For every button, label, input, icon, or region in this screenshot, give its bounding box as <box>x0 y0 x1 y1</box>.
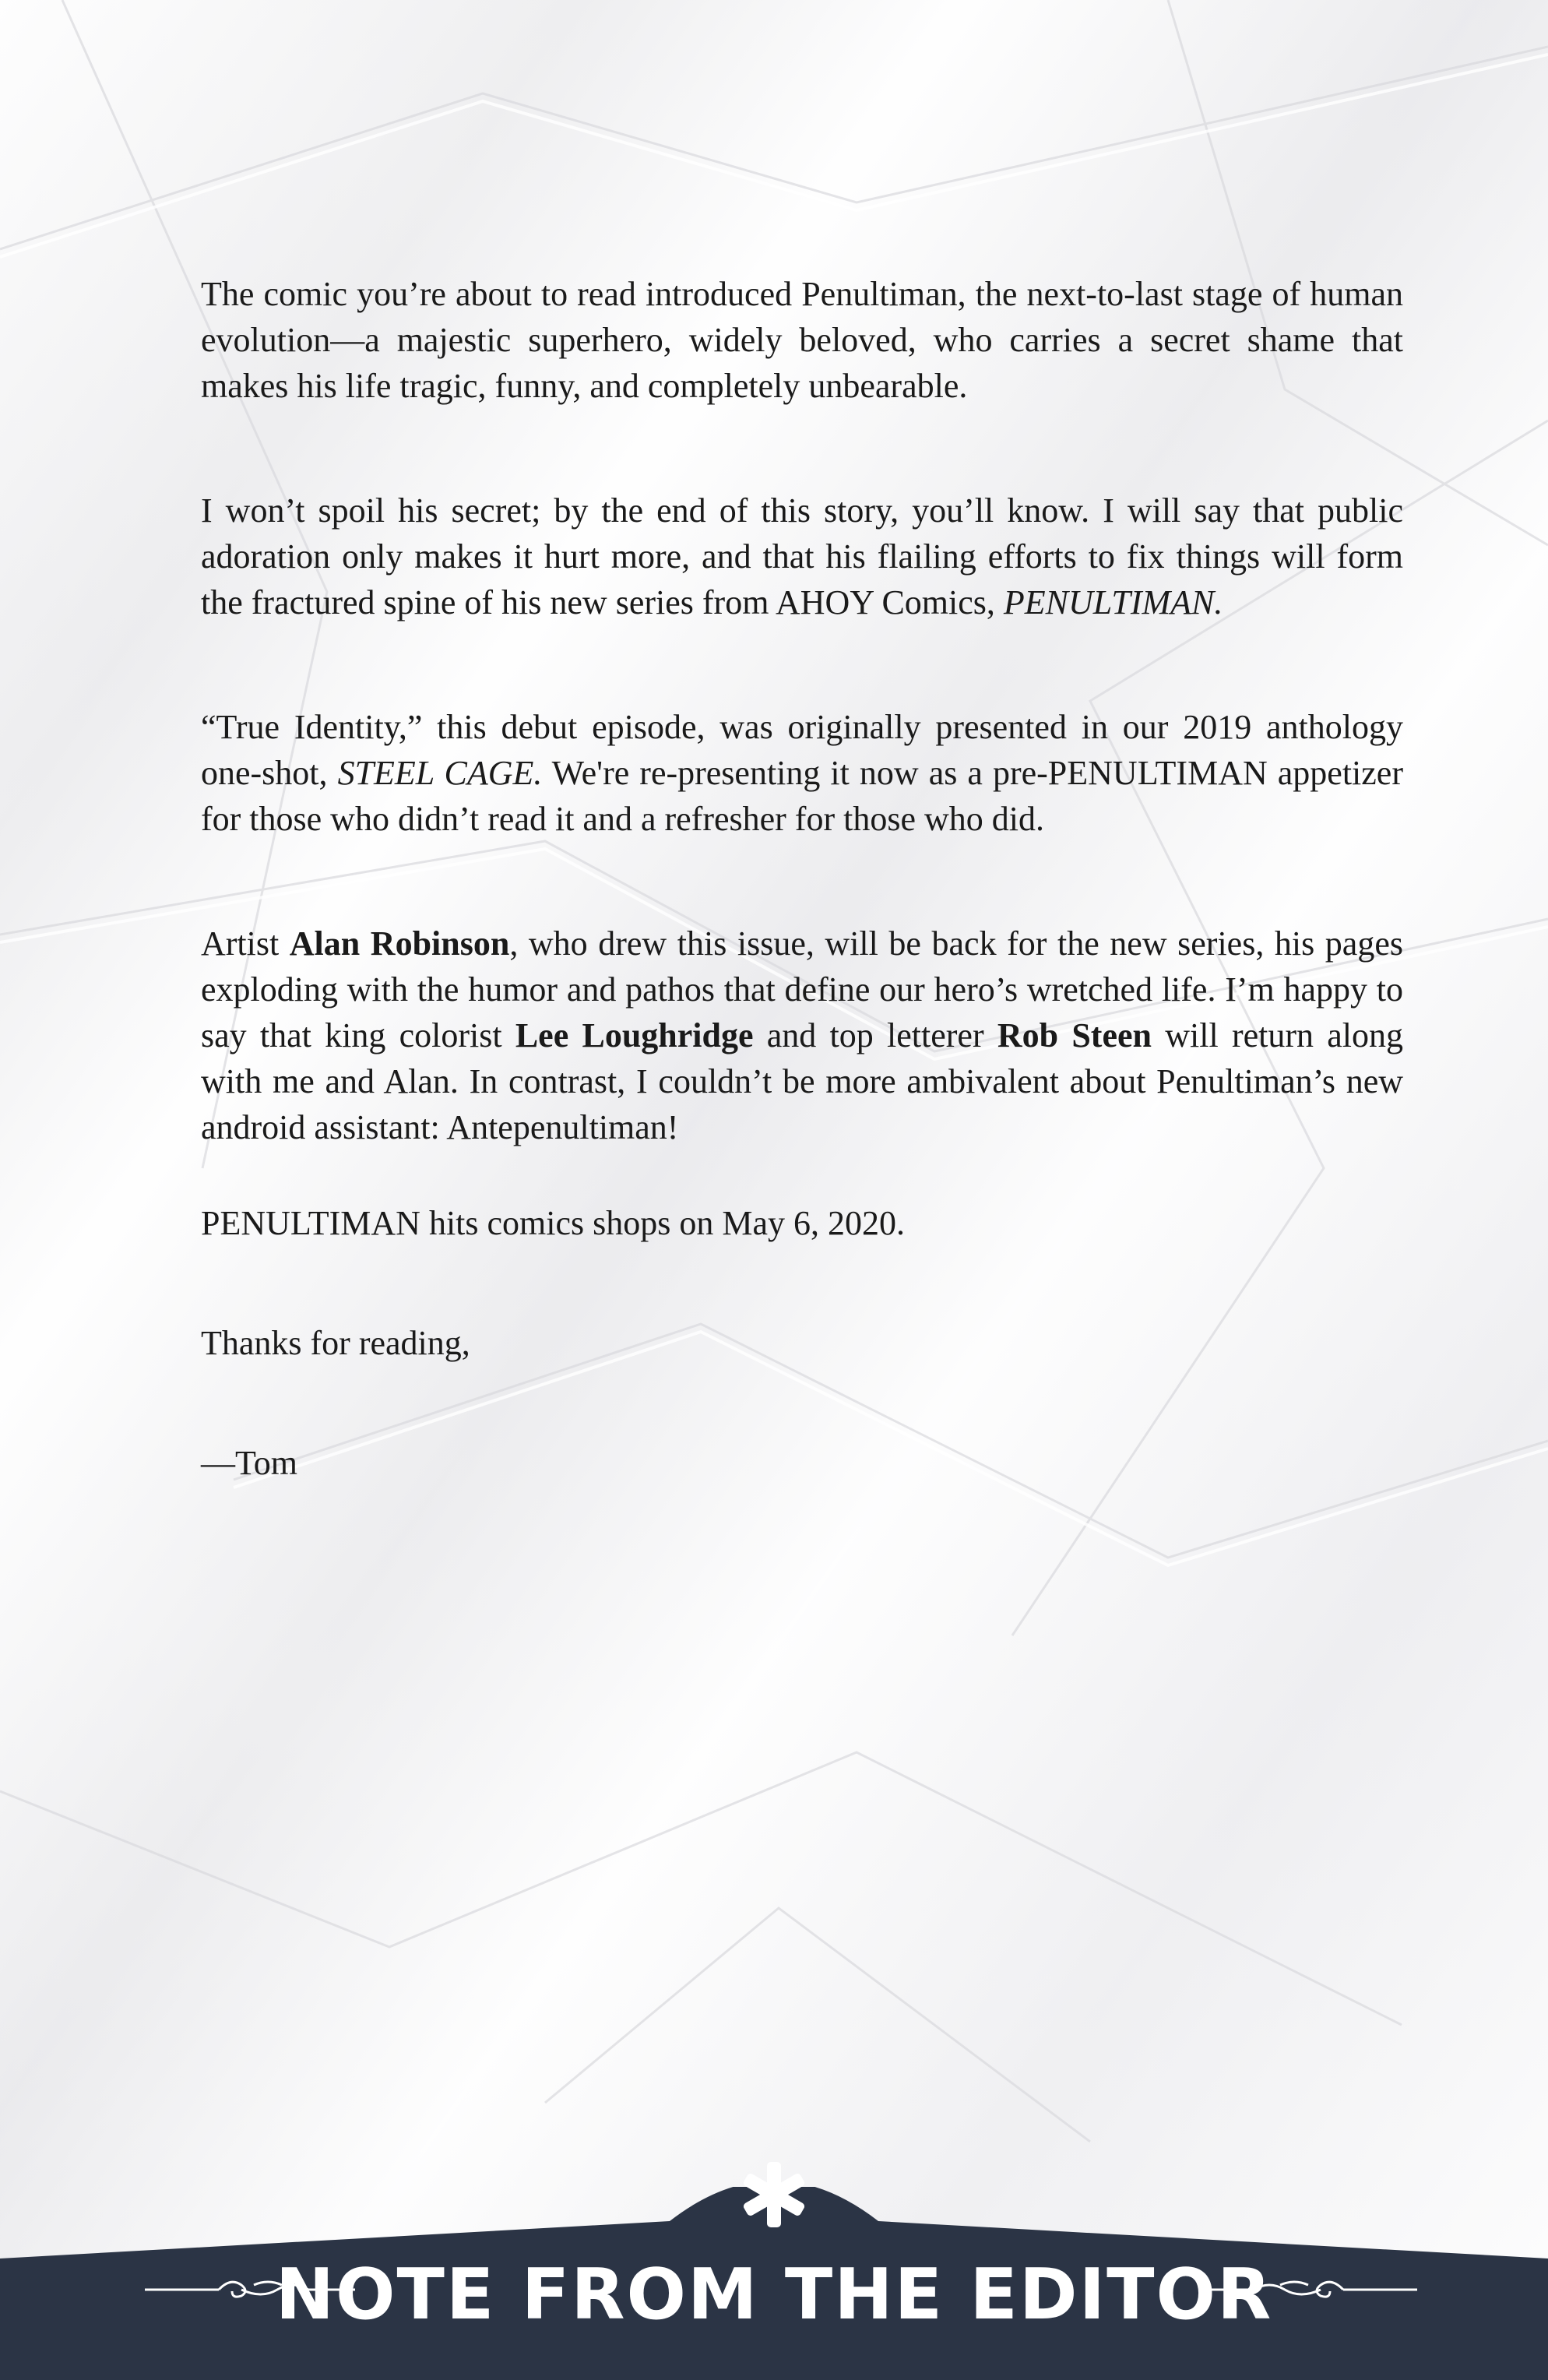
paragraph-debut-text-a: “True Identity,” this debut episode, was originally presented in our 2019 anthology one-shot, <box>201 708 1403 792</box>
paragraph-debut <box>201 704 1403 842</box>
paragraph-secret-text: I won’t spoil his secret; by the end of this story, you’ll know. I will say that public adoration only makes it hurt more, and that his flailing efforts to fix things will form the fractured spine of his new series from AHOY Comics, <box>201 491 1403 621</box>
paragraph-credits-text-d: will return along with me and Alan. In contrast, I couldn’t be more ambivalent about Penultiman’s new android assistant: Antepenultiman! <box>201 1016 1404 1146</box>
paragraph-credits-text-a: Artist <box>201 924 290 963</box>
paragraph-thanks: Thanks for reading, <box>201 1324 470 1362</box>
anthology-title: STEEL CAGE. <box>337 754 543 792</box>
paragraph-secret <box>201 488 1403 625</box>
paragraph-release-date: PENULTIMAN hits comics shops on May 6, 2020. <box>201 1204 906 1242</box>
signature: —Tom <box>201 1444 298 1482</box>
artist-name: Alan Robinson <box>289 924 510 963</box>
series-title: PENULTIMAN. <box>1003 583 1223 621</box>
colorist-name: Lee Loughridge <box>515 1016 754 1054</box>
asterisk-icon <box>735 2156 813 2234</box>
paragraph-credits-text-b: , who drew this issue, will be back for the new series, his pages exploding with the humor and pathos that define our hero’s wretched life. I’m happy to say that king colorist <box>201 924 1403 1054</box>
paragraph-intro: The comic you’re about to read introduced Penultiman, the next-to-last stage of human evolution—a majestic superhero, widely beloved, who carries a secret shame that makes his life tragic, funny, and completely unbearable. <box>201 275 1403 405</box>
banner-title: NOTE FROM THE EDITOR <box>275 2254 1273 2336</box>
letterer-name: Rob Steen <box>997 1016 1152 1054</box>
paragraph-credits <box>201 921 1403 1150</box>
paragraph-credits-text-c: and top letterer <box>753 1016 997 1054</box>
paragraph-debut-text-b: We're re-presenting it now as a pre-PENULTIMAN appetizer for those who didn’t read it and a refresher for those who did. <box>201 754 1403 838</box>
editor-letter <box>201 271 1403 1486</box>
